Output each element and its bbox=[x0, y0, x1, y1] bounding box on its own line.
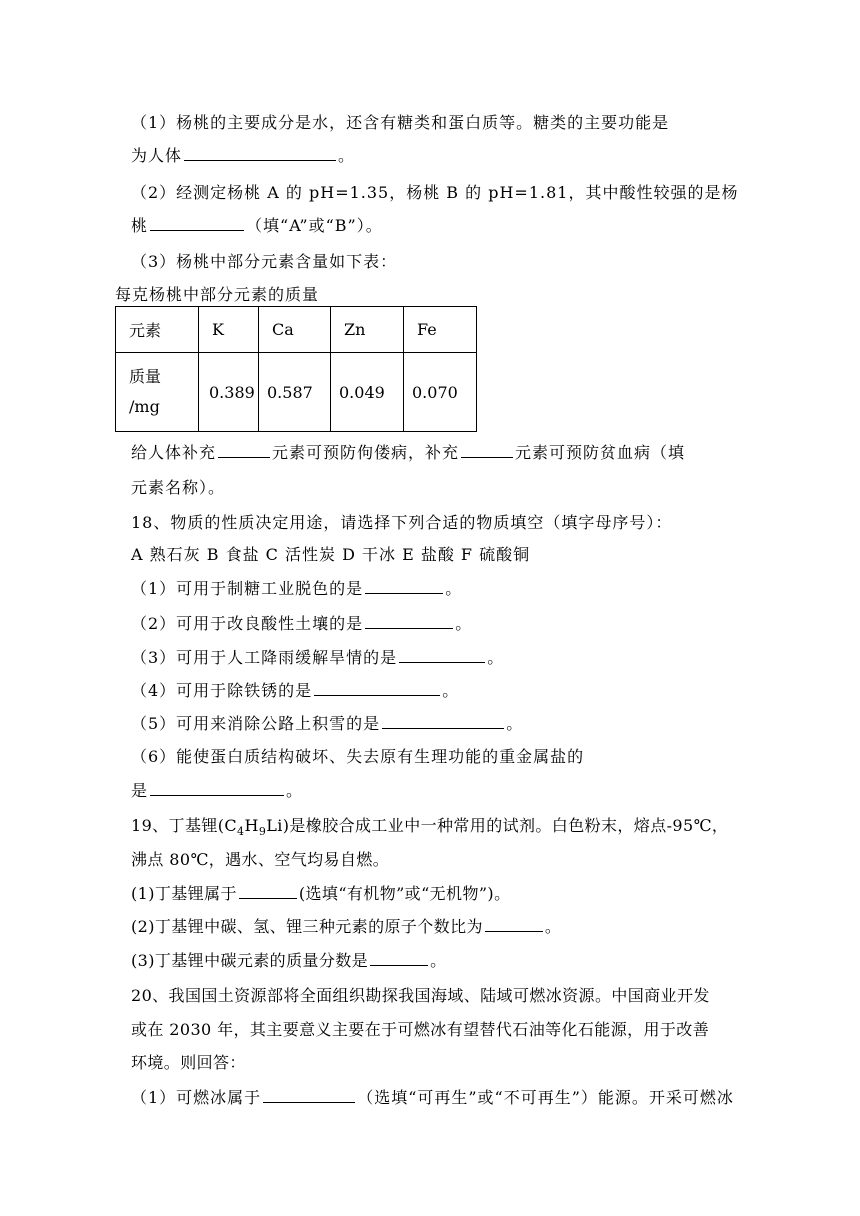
q17-part1-line2 bbox=[131, 143, 355, 166]
end-mark: 。 bbox=[286, 781, 304, 800]
q19-line1 bbox=[131, 813, 728, 838]
q17-part2-line1: （2）经测定杨桃 A 的 pH=1.35，杨桃 B 的 pH=1.81，其中酸性较强的是杨 bbox=[131, 183, 739, 202]
q18-item-text: （4）可用于除铁锈的是 bbox=[131, 681, 313, 700]
q18-item-6-line2 bbox=[131, 778, 303, 801]
table-cell: 0.070 bbox=[404, 353, 477, 432]
q17-part4-text-b: 元素可预防佝偻病，补充 bbox=[272, 443, 460, 462]
answer-blank bbox=[218, 456, 270, 458]
q18-item-6: （6）能使蛋白质结构破坏、失去原有生理功能的重金属盐的 bbox=[131, 747, 585, 766]
q20-item-text: （1）可燃冰属于 bbox=[131, 1088, 262, 1107]
q17-part1-line1: （1）杨桃的主要成分是水，还含有糖类和蛋白质等。糖类的主要功能是 bbox=[131, 113, 670, 132]
table-cell: 0.389 bbox=[199, 353, 259, 432]
q17-part3-line1: （3）杨桃中部分元素含量如下表： bbox=[131, 252, 398, 271]
q17-part4-text-a: 给人体补充 bbox=[131, 443, 217, 462]
table-cell: 0.049 bbox=[331, 353, 404, 432]
q20-line3: 环境。则回答： bbox=[131, 1053, 246, 1072]
q19-item-1 bbox=[131, 881, 510, 904]
table-row-label bbox=[116, 353, 199, 432]
q17-part4-line1 bbox=[131, 440, 685, 463]
answer-blank bbox=[150, 794, 284, 796]
q18-item-text: （3）可用于人工降雨缓解旱情的是 bbox=[131, 648, 398, 667]
table-cell: 0.587 bbox=[259, 353, 331, 432]
q17-part2-text-a: 桃 bbox=[131, 216, 149, 235]
q19-item-text: (3)丁基锂中碳元素的质量分数是 bbox=[131, 951, 369, 970]
q18-item-2 bbox=[131, 611, 472, 634]
row-label-line1: 质量 bbox=[129, 367, 162, 386]
answer-blank bbox=[184, 159, 336, 161]
answer-blank bbox=[365, 592, 443, 594]
answer-blank bbox=[461, 456, 513, 458]
q18-item-5 bbox=[131, 711, 523, 734]
q19-item-2 bbox=[131, 914, 561, 937]
table-caption: 每克杨桃中部分元素的质量 bbox=[115, 285, 320, 304]
q18-item-4 bbox=[131, 678, 459, 701]
table-row bbox=[116, 353, 477, 432]
q18-item-3 bbox=[131, 645, 504, 668]
table-header-cell: K bbox=[199, 307, 259, 353]
q20-item-text: （选填“可再生”或“不可再生”）能源。开采可燃冰 bbox=[357, 1088, 734, 1107]
q19-item-3 bbox=[131, 948, 446, 971]
q17-part2-line2 bbox=[131, 213, 383, 236]
answer-blank bbox=[485, 930, 543, 932]
answer-blank bbox=[314, 694, 440, 696]
row-label-line2: /mg bbox=[129, 397, 160, 416]
q18-item-text: 是 bbox=[131, 781, 149, 800]
element-mass-table bbox=[115, 306, 477, 432]
q19-item-text: 。 bbox=[544, 917, 562, 936]
table-header-row bbox=[116, 307, 477, 353]
q17-part2-text-b: （填“A”或“B”）。 bbox=[246, 216, 383, 235]
q19-item-text: 。 bbox=[430, 951, 447, 970]
table-header-cell: Zn bbox=[331, 307, 404, 353]
q18-item-text: （5）可用来消除公路上积雪的是 bbox=[131, 714, 381, 733]
q18-item-text: （2）可用于改良酸性土壤的是 bbox=[131, 614, 364, 633]
answer-blank bbox=[370, 964, 428, 966]
table-header-cell: Fe bbox=[404, 307, 477, 353]
q18-item-1 bbox=[131, 576, 462, 599]
answer-blank bbox=[382, 727, 504, 729]
q17-part1-text-a: 为人体 bbox=[131, 146, 183, 165]
subscript: 9 bbox=[258, 825, 267, 839]
q18-options: A 熟石灰 B 食盐 C 活性炭 D 干冰 E 盐酸 F 硫酸铜 bbox=[131, 545, 531, 564]
end-mark: 。 bbox=[487, 648, 505, 667]
q18-title: 18、物质的性质决定用途，请选择下列合适的物质填空（填字母序号）： bbox=[131, 513, 673, 532]
end-mark: 。 bbox=[445, 579, 463, 598]
q19-text-b: Li)是橡胶合成工业中一种常用的试剂。白色粉末，熔点-95℃， bbox=[266, 816, 729, 835]
q19-text-h: H bbox=[244, 816, 259, 835]
answer-blank bbox=[239, 897, 297, 899]
subscript: 4 bbox=[237, 825, 245, 839]
q20-line1: 20、我国国土资源部将全面组织勘探我国海域、陆域可燃冰资源。中国商业开发 bbox=[131, 986, 710, 1005]
q17-part4-line2: 元素名称）。 bbox=[131, 478, 226, 497]
answer-blank bbox=[263, 1101, 355, 1103]
end-mark: 。 bbox=[455, 614, 473, 633]
q18-item-text: （1）可用于制糖工业脱色的是 bbox=[131, 579, 364, 598]
q17-part4-text-c: 元素可预防贫血病（填 bbox=[515, 443, 686, 462]
end-mark: 。 bbox=[506, 714, 524, 733]
q19-line2: 沸点 80℃，遇水、空气均易自燃。 bbox=[131, 850, 390, 869]
answer-blank bbox=[365, 627, 453, 629]
table-header-cell: 元素 bbox=[116, 307, 199, 353]
q17-part1-text-b: 。 bbox=[338, 146, 356, 165]
q20-line2: 或在 2030 年，其主要意义主要在于可燃冰有望替代石油等化石能源，用于改善 bbox=[131, 1020, 710, 1039]
answer-blank bbox=[399, 661, 485, 663]
q20-item-1 bbox=[131, 1085, 734, 1108]
q19-item-text: (2)丁基锂中碳、氢、锂三种元素的原子个数比为 bbox=[131, 917, 483, 936]
q19-item-text: (选填“有机物”或“无机物”)。 bbox=[298, 884, 511, 903]
q19-text-a: 19、丁基锂(C bbox=[131, 816, 238, 835]
answer-blank bbox=[150, 229, 244, 231]
end-mark: 。 bbox=[442, 681, 460, 700]
table-header-cell: Ca bbox=[259, 307, 331, 353]
q19-item-text: (1)丁基锂属于 bbox=[131, 884, 237, 903]
